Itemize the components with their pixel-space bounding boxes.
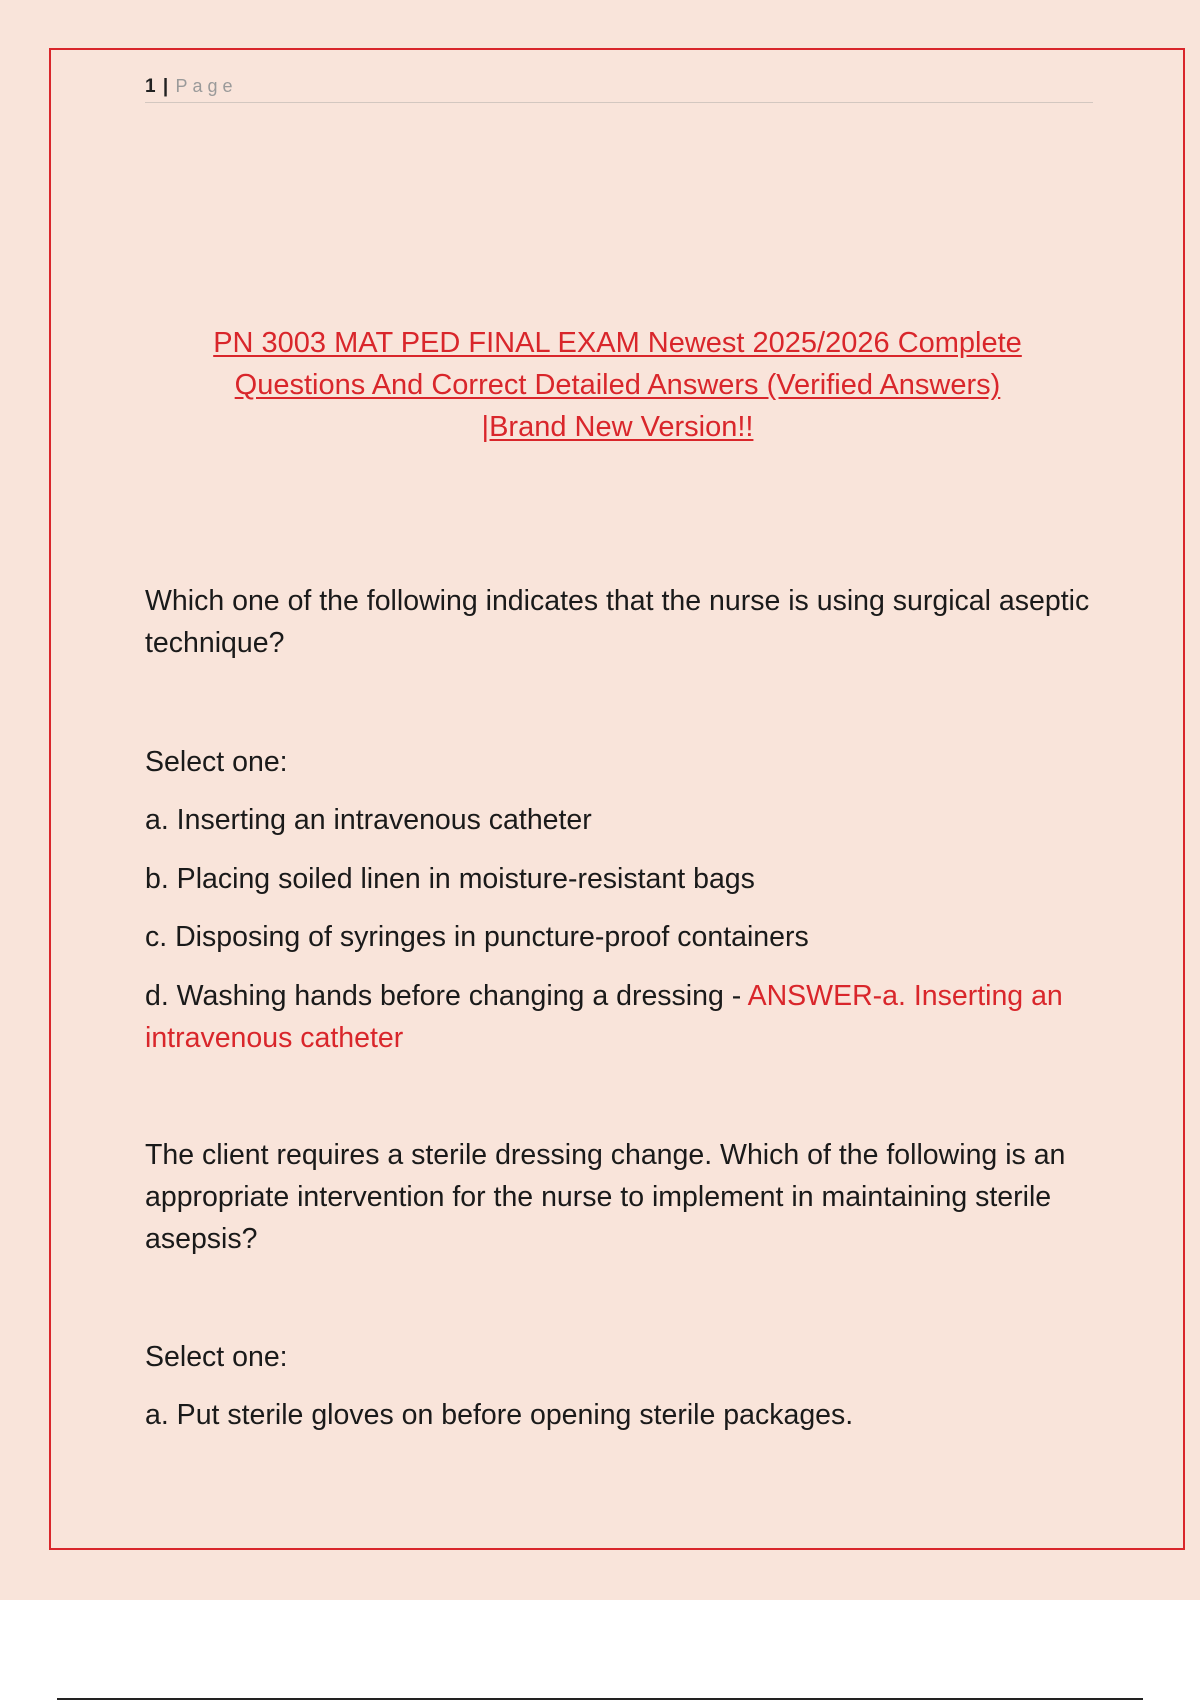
title-line-1: PN 3003 MAT PED FINAL EXAM Newest 2025/2026 Complete [213,327,1022,359]
question-2-option-a: a. Put sterile gloves on before opening sterile packages. [145,1399,854,1431]
question-1-option-b: b. Placing soiled linen in moisture-resistant bags [145,863,755,895]
page-word: Page [175,76,238,96]
question-1-text: Which one of the following indicates that the nurse is using surgical aseptic technique? [145,585,1090,659]
question-1-option-d: d. Washing hands before changing a dressing - [145,980,748,1012]
page-number: 1 [145,76,156,97]
page-separator: | [162,76,169,97]
question-2-select-label: Select one: [145,1341,288,1373]
question-1-select-label: Select one: [145,746,288,778]
question-1-option-c: c. Disposing of syringes in puncture-proof containers [145,921,809,953]
document-title [150,322,1085,448]
title-line-2: Questions And Correct Detailed Answers (Verified Answers) [234,369,1001,401]
page-header [145,74,1093,103]
question-1-answer: ANSWER-a. Inserting an intravenous catheter [145,980,1063,1054]
title-line-3: |Brand New Version!! [481,411,754,443]
question-1-option-a: a. Inserting an intravenous catheter [145,804,592,836]
question-2-text: The client requires a sterile dressing change. Which of the following is an appropriate intervention for the nurse to implement in maintaining sterile asepsis? [145,1139,1066,1255]
question-1-option-d-with-answer [145,975,1105,1059]
